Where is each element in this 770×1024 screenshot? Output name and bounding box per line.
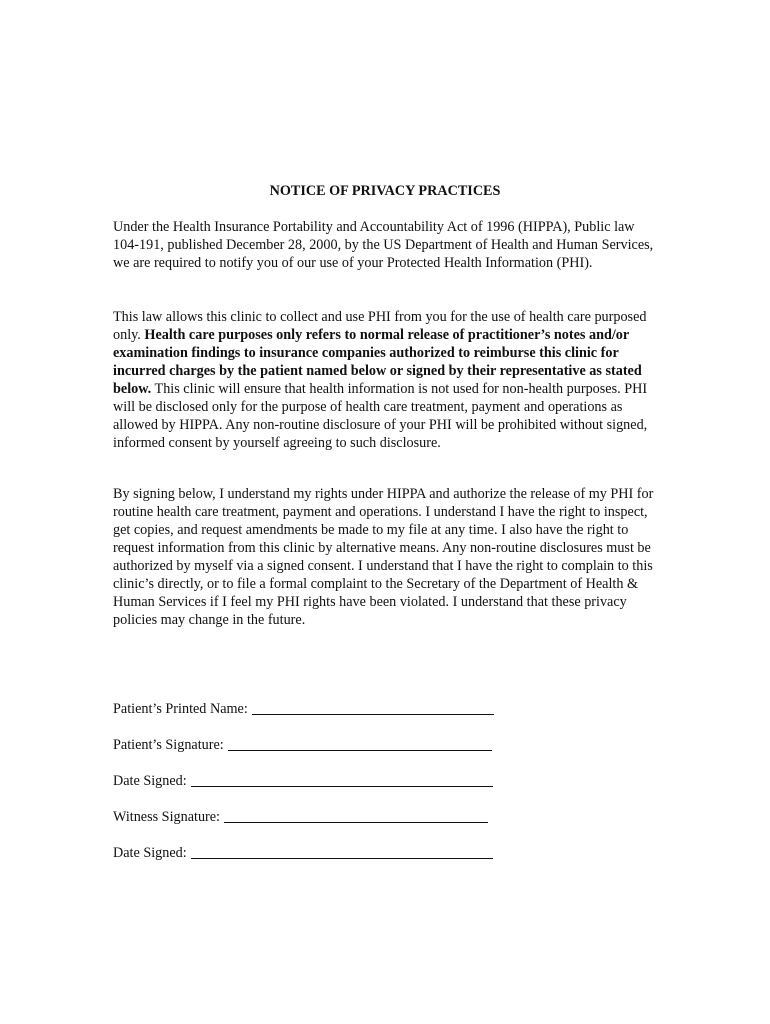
patient-name-label: Patient’s Printed Name: bbox=[113, 701, 248, 717]
paragraph-hipaa-intro bbox=[113, 218, 658, 272]
patient-signature-row bbox=[113, 718, 658, 754]
paragraph-2-start: This law allows this clinic to collect and use PHI from you for the use of health care purposed only. bbox=[113, 309, 647, 343]
paragraph-2-text bbox=[113, 308, 658, 452]
paragraph-2-end: This clinic will ensure that health information is not used for non-health purposes. PHI will be disclosed only for the purpose of health care treatment, payment and operations as allowed by HIPPA. Any non-routine disclosure of your PHI will be prohibited without signed, informed consent by yourself agreeing to such disclosure. bbox=[113, 381, 648, 451]
date-signed-line[interactable] bbox=[191, 772, 493, 787]
paragraph-3-text: By signing below, I understand my rights under HIPPA and authorize the release of my PHI for routine health care treatment, payment and operations. I understand I have the right to inspect, get copies, and request amendments be made to my file at any time. I also have the right to request information from this clinic by alternative means. Any non-routine disclosures must be authorized by myself via a signed consent. I understand that I have the right to complain to this clinic’s directly, or to file a formal complaint to the Secretary of the Department of Health & Human Services if I feel my PHI rights have been violated. I understand that these privacy policies may change in the future. bbox=[113, 486, 654, 628]
patient-signature-label: Patient’s Signature: bbox=[113, 737, 224, 753]
paragraph-2-bold: Health care purposes only refers to normal release of practitioner’s notes and/or examination findings to insurance companies authorized to reimburse this clinic for incurred charges by the patient named below or signed by their representative as stated below. bbox=[113, 327, 642, 397]
patient-signature-line[interactable] bbox=[228, 736, 492, 751]
witness-signature-line[interactable] bbox=[224, 808, 488, 823]
paragraph-authorization bbox=[113, 485, 658, 629]
patient-name-row bbox=[113, 682, 658, 718]
paragraph-1-text: Under the Health Insurance Portability and Accountability Act of 1996 (HIPPA), Public law 104-191, published December 28, 2000, by the US Department of Health and Human Services, we are required to notify you of our use of your Protected Health Information (PHI). bbox=[113, 219, 654, 271]
date-signed-row bbox=[113, 754, 658, 790]
date-signed-2-label: Date Signed: bbox=[113, 845, 187, 861]
date-signed-2-line[interactable] bbox=[191, 844, 493, 859]
signature-form bbox=[113, 682, 658, 862]
patient-name-line[interactable] bbox=[252, 700, 494, 715]
witness-signature-row bbox=[113, 790, 658, 826]
date-signed-2-row bbox=[113, 826, 658, 862]
witness-signature-label: Witness Signature: bbox=[113, 809, 221, 825]
document-title: NOTICE OF PRIVACY PRACTICES bbox=[269, 183, 501, 199]
date-signed-label: Date Signed: bbox=[113, 773, 187, 789]
paragraph-phi-use bbox=[113, 308, 658, 452]
